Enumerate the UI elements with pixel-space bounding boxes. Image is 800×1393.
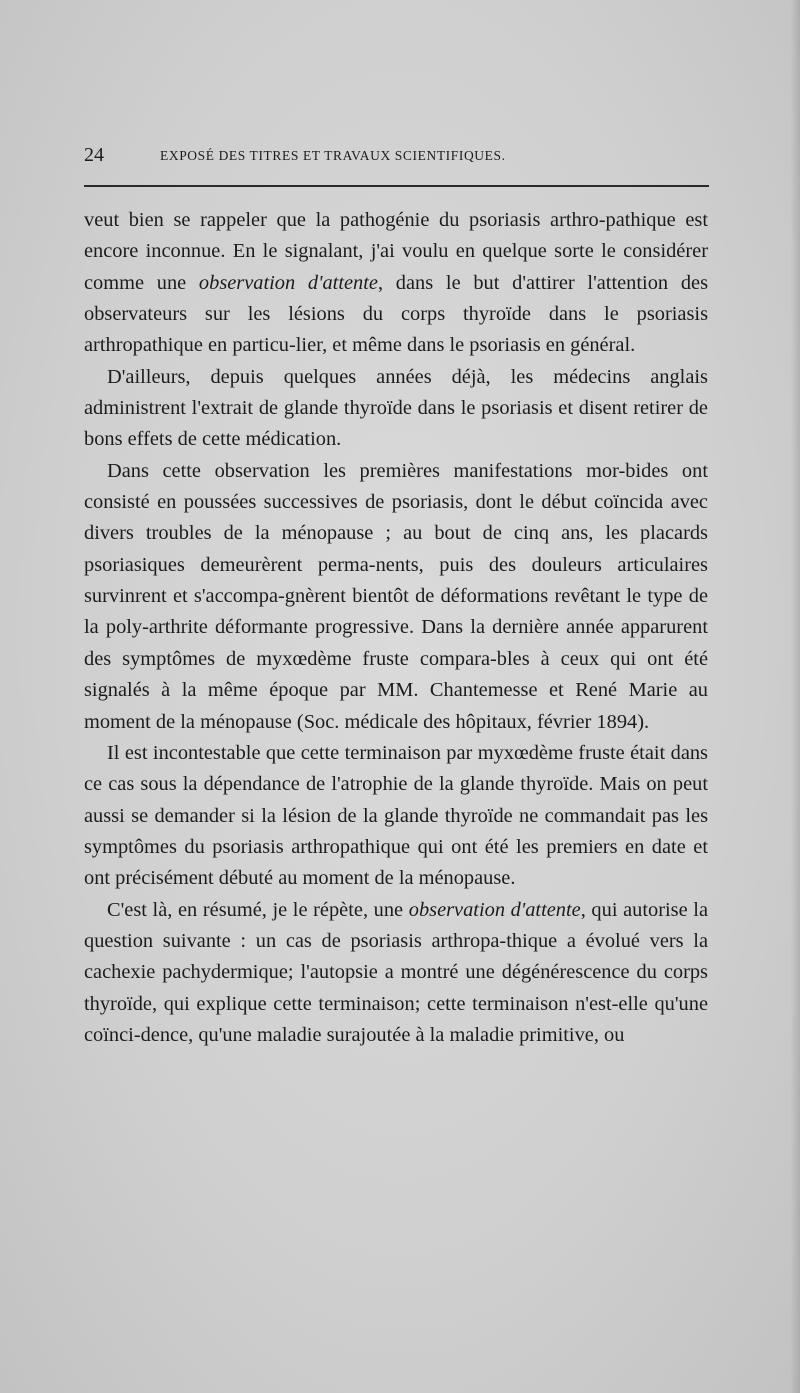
paragraph-5-italic: observation d'attente xyxy=(408,898,581,921)
paragraph-2: D'ailleurs, depuis quelques années déjà, les médecins anglais administrent l'extrait de glande thyroïde dans le psoriasis et disent retirer de bons effets de cette médication. xyxy=(84,365,708,451)
paragraph-5-text-start: C'est là, en résumé, je le répète, une xyxy=(107,898,409,921)
paragraph-5 xyxy=(84,895,708,1052)
paragraph-3: Dans cette observation les premières manifestations mor-bides ont consisté en poussées successives de psoriasis, dont le début coïncida avec divers troubles de la ménopause ; au bout de cinq ans, les placards psoriasiques demeurèrent perma-nents, puis des douleurs articulaires survinrent et s'accompa-gnèrent bientôt de déformations revêtant le type de la poly-arthrite déformante progressive. Dans la dernière année apparurent des symptômes de myxœdème fruste compara-bles à ceux qui ont été signalés à la même époque par MM. Chantemesse et René Marie au moment de la ménopause (Soc. médicale des hôpitaux, février 1894). xyxy=(84,459,708,733)
paragraph-1-text-start: veut bien se rappeler que la pathogénie du psoriasis arthro-pathique est encore inconnue. En le signalant, j'ai voulu en quelque sorte le considérer comme une xyxy=(84,209,708,294)
header-rule xyxy=(84,185,709,187)
paragraph-1 xyxy=(84,205,708,362)
paragraph-4: Il est incontestable que cette terminaison par myxœdème fruste était dans ce cas sous la dépendance de l'atrophie de la glande thyroïde. Mais on peut aussi se demander si la lésion de la glande thyroïde ne commandait pas les symptômes du psoriasis arthropathique qui ont été les premiers en date et ont précisément débuté au moment de la ménopause. xyxy=(84,741,708,890)
running-title: EXPOSÉ DES TITRES ET TRAVAUX SCIENTIFIQUES. xyxy=(160,148,506,163)
body-text xyxy=(84,205,708,1051)
page-number: 24 xyxy=(84,144,104,166)
page-header xyxy=(84,144,709,170)
paragraph-1-text-end: , dans le but d'attirer l'attention des observateurs sur les lésions du corps thyroïde dans le psoriasis arthropathique en particu-lier, et même dans le psoriasis en général. xyxy=(84,271,709,357)
page-edge-shadow xyxy=(790,0,800,1393)
paragraph-5-text-end: , qui autorise la question suivante : un cas de psoriasis arthropa-thique a évolué vers la cachexie pachydermique; l'autopsie a montré une dégénérescence du corps thyroïde, qui explique cette terminaison; cette terminaison n'est-elle qu'une coïnci-dence, qu'une maladie surajoutée à la maladie primitive, ou xyxy=(84,898,708,1046)
paragraph-1-italic: observation d'attente xyxy=(198,271,378,294)
